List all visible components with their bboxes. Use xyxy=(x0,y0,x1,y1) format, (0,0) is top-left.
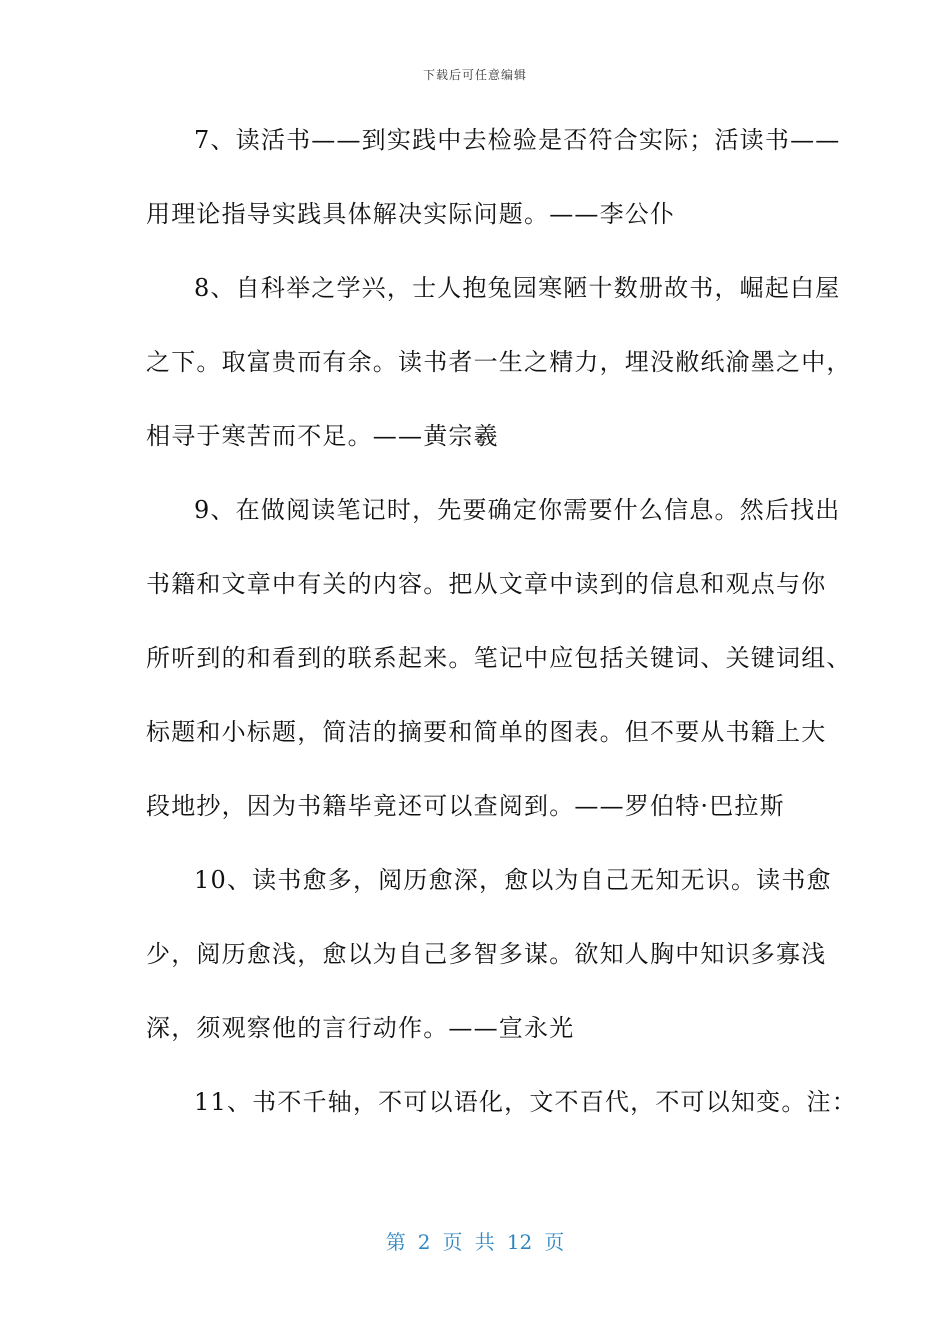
paragraph-10-line-3: 深，须观察他的言行动作。——宣永光 xyxy=(146,1014,575,1042)
paragraph-8-line-2: 之下。取富贵而有余。读书者一生之精力，埋没敝纸渝墨之中， xyxy=(146,348,852,376)
paragraph-9-line-3: 所听到的和看到的联系起来。笔记中应包括关键词、关键词组、 xyxy=(146,644,852,672)
footer-prefix: 第 xyxy=(385,1230,406,1254)
paragraph-9-line-5: 段地抄，因为书籍毕竟还可以查阅到。——罗伯特·巴拉斯 xyxy=(146,792,785,820)
paragraph-9-line-4: 标题和小标题，简洁的摘要和简单的图表。但不要从书籍上大 xyxy=(146,718,827,746)
paragraph-9-line-2: 书籍和文章中有关的内容。把从文章中读到的信息和观点与你 xyxy=(146,570,827,598)
footer-middle: 页 共 xyxy=(442,1230,495,1254)
page-header: 下载后可任意编辑 xyxy=(422,68,527,82)
paragraph-7-line-1: 7、读活书——到实践中去检验是否符合实际；活读书—— xyxy=(194,126,841,154)
paragraph-10-line-1: 10、读书愈多，阅历愈深，愈以为自己无知无识。读书愈 xyxy=(194,866,832,894)
paragraph-10-line-2: 少，阅历愈浅，愈以为自己多智多谋。欲知人胸中知识多寡浅 xyxy=(146,940,827,968)
paragraph-9-line-1: 9、在做阅读笔记时，先要确定你需要什么信息。然后找出 xyxy=(194,496,841,524)
paragraph-11-line-1: 11、书不千轴，不可以语化，文不百代，不可以知变。注： xyxy=(194,1088,857,1116)
paragraph-8-line-1: 8、自科举之学兴，士人抱兔园寒陋十数册故书，崛起白屋 xyxy=(194,274,841,302)
footer-total-pages: 12 xyxy=(506,1230,533,1254)
paragraph-7-line-2: 用理论指导实践具体解决实际问题。——李公仆 xyxy=(146,200,676,228)
paragraph-8-line-3: 相寻于寒苦而不足。——黄宗羲 xyxy=(146,422,499,450)
page-number-footer xyxy=(0,1226,950,1255)
footer-suffix: 页 xyxy=(544,1230,565,1254)
footer-page-number: 2 xyxy=(417,1230,431,1254)
document-body xyxy=(146,122,857,1158)
